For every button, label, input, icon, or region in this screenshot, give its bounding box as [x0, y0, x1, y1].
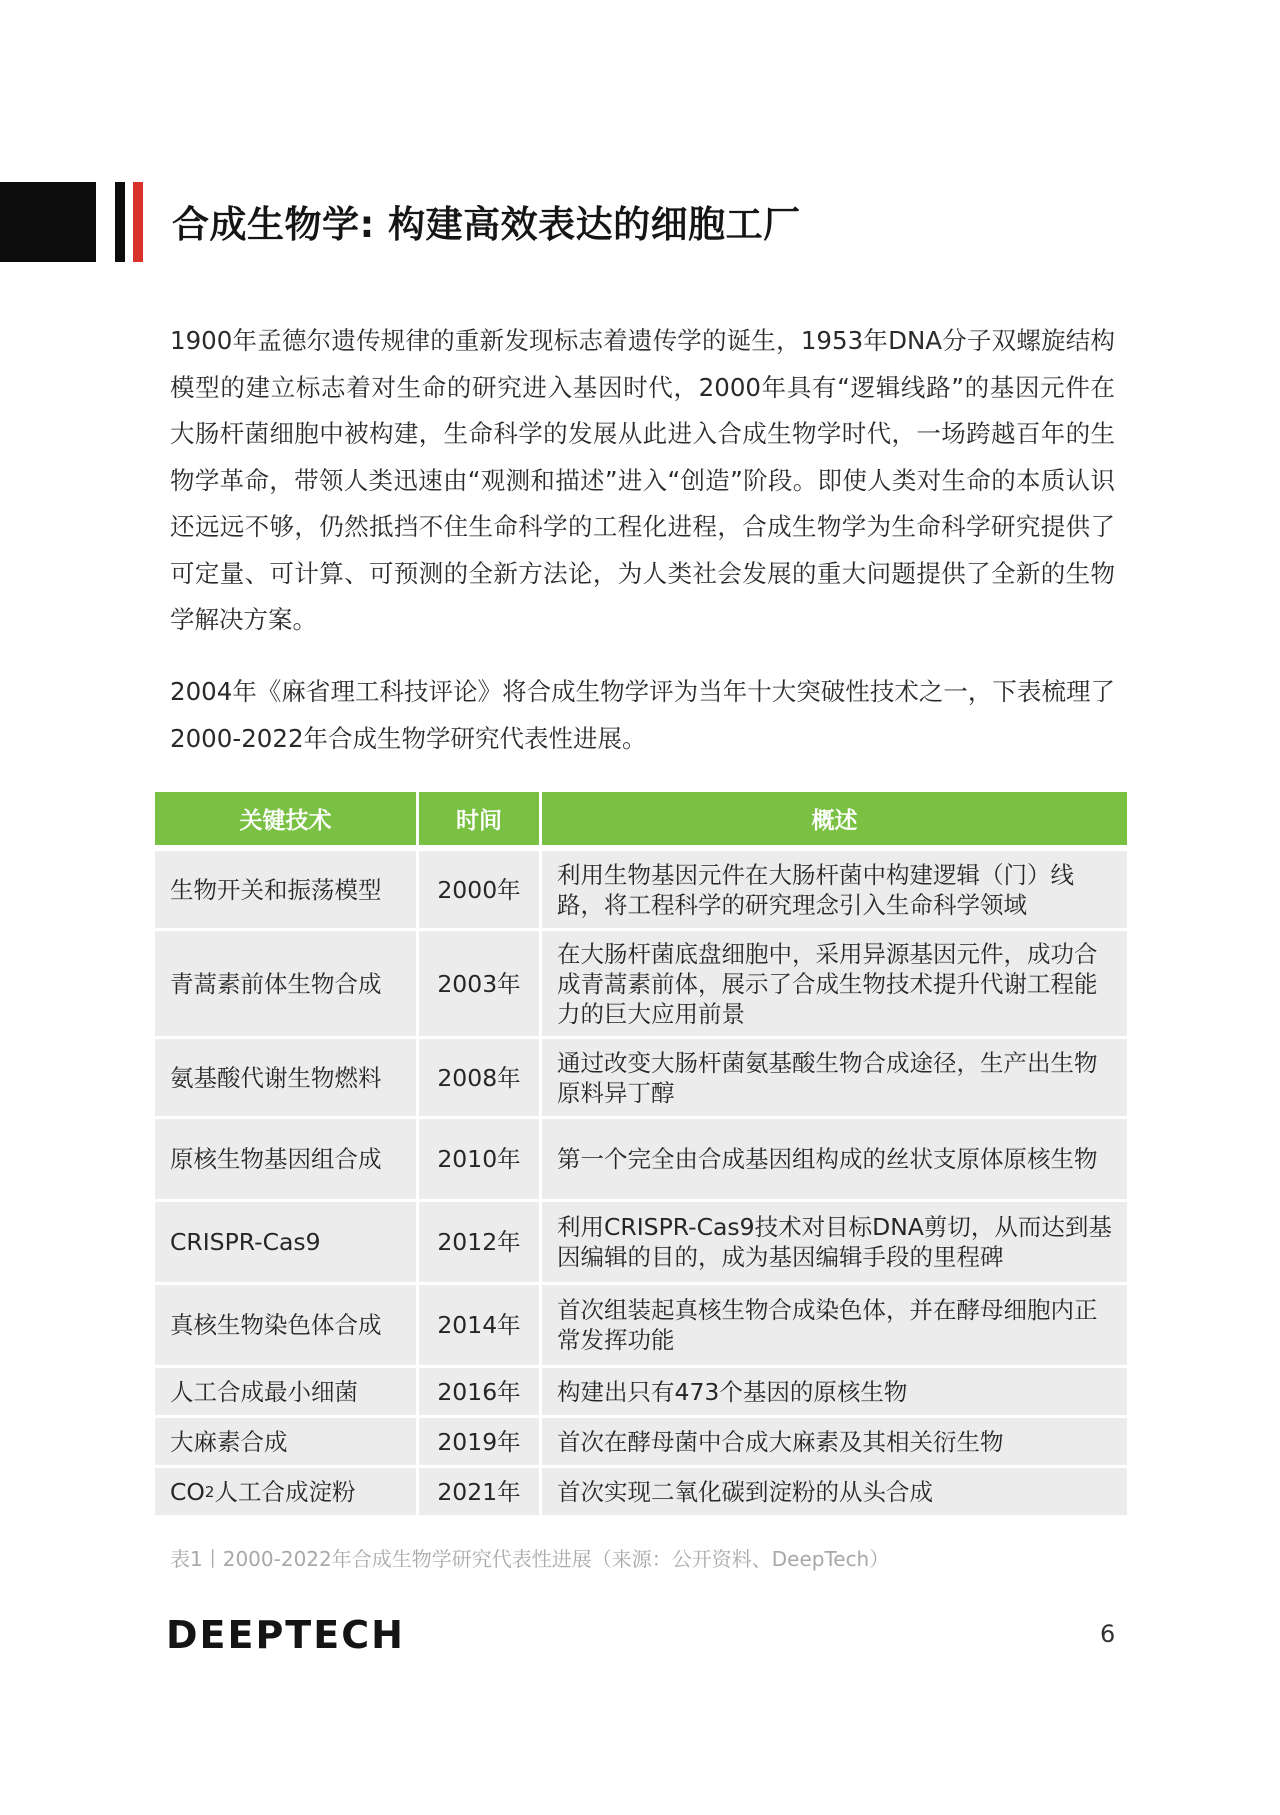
- milestones-table: [155, 792, 1127, 1518]
- table-row: [155, 1202, 1127, 1285]
- cell-year: 2003年: [419, 931, 542, 1036]
- title-decor-bar-red: [133, 182, 143, 262]
- co2-suffix: 人工合成淀粉: [214, 1477, 356, 1506]
- cell-year: 2012年: [419, 1202, 542, 1282]
- cell-desc: 首次实现二氧化碳到淀粉的从头合成: [557, 1477, 933, 1506]
- cell-year: 2014年: [419, 1285, 542, 1365]
- intro-paragraph: 1900年孟德尔遗传规律的重新发现标志着遗传学的诞生，1953年DNA分子双螺旋结构模型的建立标志着对生命的研究进入基因时代，2000年具有“逻辑线路”的基因元件在大肠杆菌细胞中被构建，生命科学的发展从此进入合成生物学时代，一场跨越百年的生物学革命，带领人类迅速由“观测和描述”进入“创造”阶段。即使人类对生命的本质认识还远远不够，仍然抵挡不住生命科学的工程化进程，合成生物学为生命科学研究提供了可定量、可计算、可预测的全新方法论，为人类社会发展的重大问题提供了全新的生物学解决方案。: [170, 326, 1115, 634]
- deeptech-logo: DEEPTECH: [166, 1613, 405, 1657]
- cell-desc: 利用CRISPR-Cas9技术对目标DNA剪切，从而达到基因编辑的目的，成为基因编辑手段的里程碑: [557, 1213, 1112, 1271]
- table-row: [155, 1418, 1127, 1468]
- cell-year: 2021年: [419, 1468, 542, 1515]
- cell-tech: 人工合成最小细菌: [155, 1368, 419, 1415]
- cell-tech: CRISPR-Cas9: [155, 1202, 419, 1282]
- table-row: [155, 851, 1127, 931]
- table-row: [155, 1468, 1127, 1518]
- cell-year: 2010年: [419, 1119, 542, 1199]
- header-time: 时间: [419, 792, 542, 845]
- cell-tech: 生物开关和振荡模型: [155, 851, 419, 928]
- table-row: [155, 1039, 1127, 1119]
- table-row: [155, 931, 1127, 1039]
- table-intro-paragraph: 2004年《麻省理工科技评论》将合成生物学评为当年十大突破性技术之一，下表梳理了2000-2022年合成生物学研究代表性进展。: [170, 677, 1115, 753]
- cell-tech: CO 2 人工合成淀粉: [155, 1468, 419, 1515]
- cell-desc: 首次组装起真核生物合成染色体，并在酵母细胞内正常发挥功能: [557, 1296, 1098, 1354]
- cell-desc: 第一个完全由合成基因组构成的丝状支原体原核生物: [557, 1145, 1098, 1173]
- cell-year: 2008年: [419, 1039, 542, 1116]
- page-title: 合成生物学: 构建高效表达的细胞工厂: [172, 203, 801, 246]
- cell-desc: 首次在酵母菌中合成大麻素及其相关衍生物: [557, 1427, 1004, 1456]
- cell-tech: 原核生物基因组合成: [155, 1119, 419, 1199]
- cell-tech: 真核生物染色体合成: [155, 1285, 419, 1365]
- header-overview: 概述: [811, 808, 858, 834]
- cell-year: 2000年: [419, 851, 542, 928]
- cell-year: 2016年: [419, 1368, 542, 1415]
- cell-tech: 大麻素合成: [155, 1418, 419, 1465]
- cell-desc: 利用生物基因元件在大肠杆菌中构建逻辑（门）线路，将工程科学的研究理念引入生命科学领域: [557, 860, 1074, 919]
- cell-desc: 通过改变大肠杆菌氨基酸生物合成途径，生产出生物原料异丁醇: [557, 1048, 1098, 1107]
- table-row: [155, 1119, 1127, 1202]
- cell-tech: 氨基酸代谢生物燃料: [155, 1039, 419, 1116]
- co2-prefix: CO: [170, 1477, 205, 1506]
- header-key-tech: 关键技术: [155, 792, 419, 845]
- table-caption: 表1丨2000-2022年合成生物学研究代表性进展（来源：公开资料、DeepTech）: [170, 1547, 890, 1571]
- page-number: 6: [1100, 1620, 1116, 1648]
- cell-desc: 构建出只有473个基因的原核生物: [557, 1377, 908, 1406]
- cell-year: 2019年: [419, 1418, 542, 1465]
- cell-desc: 在大肠杆菌底盘细胞中，采用异源基因元件，成功合成青蒿素前体，展示了合成生物技术提升代谢工程能力的巨大应用前景: [557, 939, 1098, 1028]
- title-decor-block: [0, 182, 96, 262]
- cell-tech: 青蒿素前体生物合成: [155, 931, 419, 1036]
- table-row: [155, 1285, 1127, 1368]
- table-row: [155, 1368, 1127, 1418]
- title-decor-bar-black: [115, 182, 125, 262]
- table-header: [155, 792, 1127, 845]
